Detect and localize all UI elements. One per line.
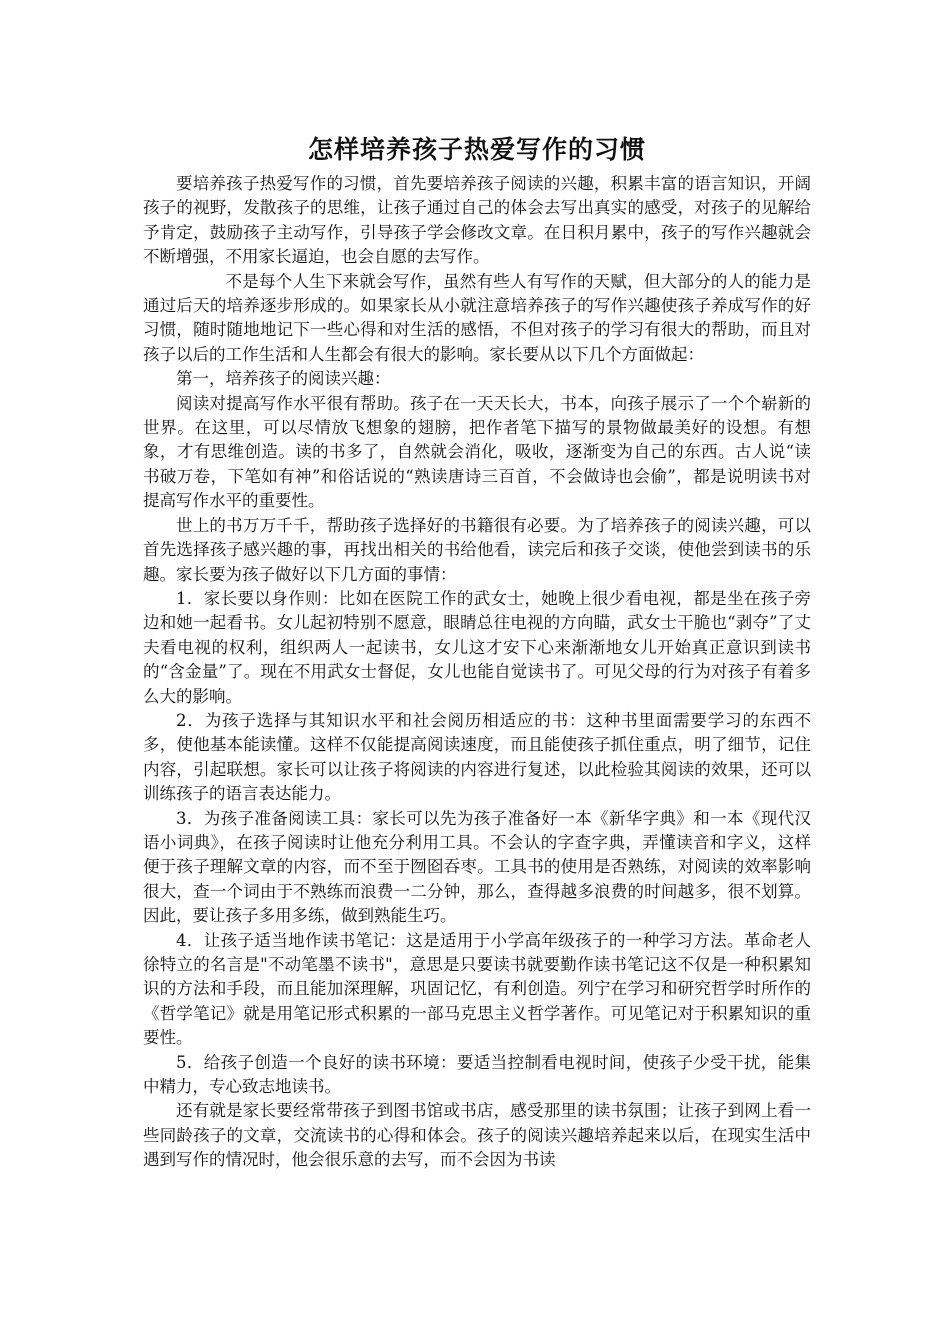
paragraph-item-1: 1．家长要以身作则：比如在医院工作的武女士，她晚上很少看电视，都是坐在孩子旁边和她一起看书。女儿起初特别不愿意，眼睛总往电视的方向瞄，武女士干脆也“剥夺”了丈夫看电视的权利，组织两人一起读书，女儿这才安下心来渐渐地女儿开始真正意识到读书的“含金量”了。现在不用武女士督促，女儿也能自觉读书了。可见父母的行为对孩子有着多么大的影响。 — [143, 588, 811, 706]
paragraph-item-4: 4．让孩子适当地作读书笔记：这是适用于小学高年级孩子的一种学习方法。革命老人徐特立的名言是"不动笔墨不读书"，意思是只要读书就要勤作读书笔记这不仅是一种积累知识的方法和手段，而且能加深理解，巩固记忆，有利创造。列宁在学习和研究哲学时所作的《哲学笔记》就是用笔记形式积累的一部马克思主义哲学著作。可见笔记对于积累知识的重要性。 — [143, 930, 811, 1048]
paragraph-reading-benefit: 阅读对提高写作水平很有帮助。孩子在一天天长大，书本，向孩子展示了一个个崭新的世界。在这里，可以尽情放飞想象的翅膀，把作者笔下描写的景物做最美好的设想。有想象，才有思维创造。读的书多了，自然就会消化，吸收，逐渐变为自己的东西。古人说“读书破万卷，下笔如有神”和俗话说的“熟读唐诗三百首，不会做诗也会偷”，都是说明读书对提高写作水平的重要性。 — [143, 393, 811, 511]
document-page — [143, 128, 811, 1173]
paragraph-section-heading: 第一，培养孩子的阅读兴趣： — [176, 369, 391, 389]
paragraph-closing: 还有就是家长要经常带孩子到图书馆或书店，感受那里的读书氛围；让孩子到网上看一些同龄孩子的文章，交流读书的心得和体会。孩子的阅读兴趣培养起来以后，在现实生活中遇到写作的情况时，他会很乐意的去写，而不会因为书读 — [143, 1101, 811, 1170]
paragraph-item-5: 5．给孩子创造一个良好的读书环境：要适当控制看电视时间，使孩子少受干扰，能集中精力，专心致志地读书。 — [143, 1052, 811, 1097]
paragraph-choose-books: 世上的书万万千千，帮助孩子选择好的书籍很有必要。为了培养孩子的阅读兴趣，可以首先选择孩子感兴趣的事，再找出相关的书给他看，读完后和孩子交谈，使他尝到读书的乐趣。家长要为孩子做好以下几方面的事情： — [143, 515, 811, 584]
document-body — [143, 172, 811, 1173]
paragraph-item-2: 2．为孩子选择与其知识水平和社会阅历相适应的书：这种书里面需要学习的东西不多，使他基本能读懂。这样不仅能提高阅读速度，而且能使孩子抓住重点，明了细节，记住内容，引起联想。家长可以让孩子将阅读的内容进行复述，以此检验其阅读的效果，还可以训练孩子的语言表达能力。 — [143, 710, 811, 804]
paragraph-item-3: 3．为孩子准备阅读工具：家长可以先为孩子准备好一本《新华字典》和一本《现代汉语小词典》，在孩子阅读时让他充分利用工具。不会认的字查字典，弄懂读音和字义，这样便于孩子理解文章的内容，而不至于囫囵吞枣。工具书的使用是否熟练，对阅读的效率影响很大，查一个词由于不熟练而浪费一二分钟，那么，查得越多浪费的时间越多，很不划算。因此，要让孩子多用多练，做到熟能生巧。 — [143, 808, 811, 926]
paragraph-intro: 要培养孩子热爱写作的习惯，首先要培养孩子阅读的兴趣，积累丰富的语言知识，开阔孩子的视野，发散孩子的思维，让孩子通过自己的体会去写出真实的感受，对孩子的见解给予肯定，鼓励孩子主动写作，引导孩子学会修改文章。在日积月累中，孩子的写作兴趣就会不断增强，不用家长逼迫，也会自愿的去写作。 — [143, 174, 811, 267]
document-title: 怎样培养孩子热爱写作的习惯 — [307, 135, 646, 164]
paragraph-talent: 不是每个人生下来就会写作，虽然有些人有写作的天赋，但大部分的人的能力是通过后天的培养逐步形成的。如果家长从小就注意培养孩子的写作兴趣使孩子养成写作的好习惯，随时随地地记下一些心得和对生活的感悟，不但对孩子的学习有很大的帮助，而且对孩子以后的工作生活和人生都会有很大的影响。家长要从以下几个方面做起： — [143, 271, 811, 364]
